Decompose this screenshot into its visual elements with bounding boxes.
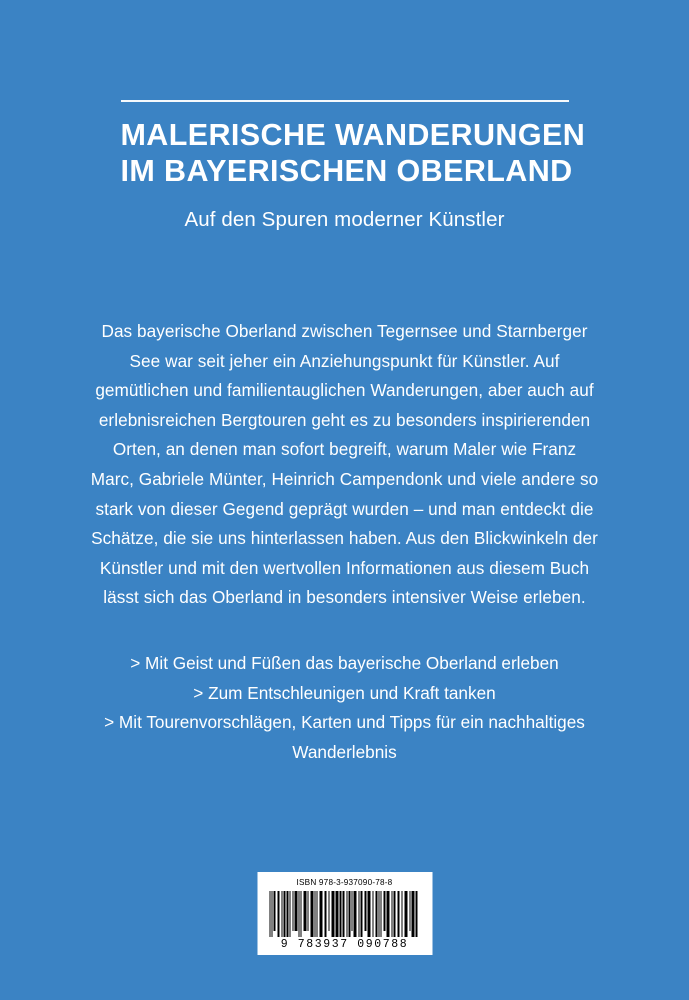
subtitle: Auf den Spuren moderner Künstler <box>184 208 505 231</box>
bullet-list <box>90 649 600 767</box>
isbn-label: ISBN 978-3-937090-78-8 <box>296 878 393 887</box>
title-top-rule <box>121 100 569 102</box>
list-item: > Mit Geist und Füßen das bayerische Oberland erleben <box>130 652 559 673</box>
barcode-digits: 9 783937 090788 <box>280 938 409 951</box>
barcode-bars <box>263 891 426 937</box>
title-line-2: IM BAYERISCHEN OBERLAND <box>120 154 573 188</box>
barcode <box>257 872 432 955</box>
barcode-gap <box>418 891 420 937</box>
title-line-1: MALERISCHE WANDERUNGEN <box>120 118 586 152</box>
list-item: > Mit Tourenvorschlägen, Karten und Tipps für ein nachhaltiges Wanderlebnis <box>104 712 585 762</box>
page-title <box>120 117 586 189</box>
title-block <box>120 100 586 253</box>
blurb-text: Das bayerische Oberland zwischen Tegernsee und Starnberger See war seit jeher ein Anziehungspunkt für Künstler. Auf gemütlichen und familientauglichen Wanderungen, aber auch auf erlebnisreichen Bergtouren geht es zu besonders inspirierenden Orten, an denen man sofort begreift, warum Maler wie Franz Marc, Gabriele Münter, Heinrich Campendonk und viele andere so stark von dieser Gegend geprägt wurden – und man entdeckt die Schätze, die sie uns hinterlassen haben. Aus den Blickwinkeln der Künstler und mit den wertvollen Informationen aus diesem Buch lässt sich das Oberland in besonders intensiver Weise erleben. <box>90 321 599 608</box>
list-item: > Zum Entschleunigen und Kraft tanken <box>193 682 496 703</box>
